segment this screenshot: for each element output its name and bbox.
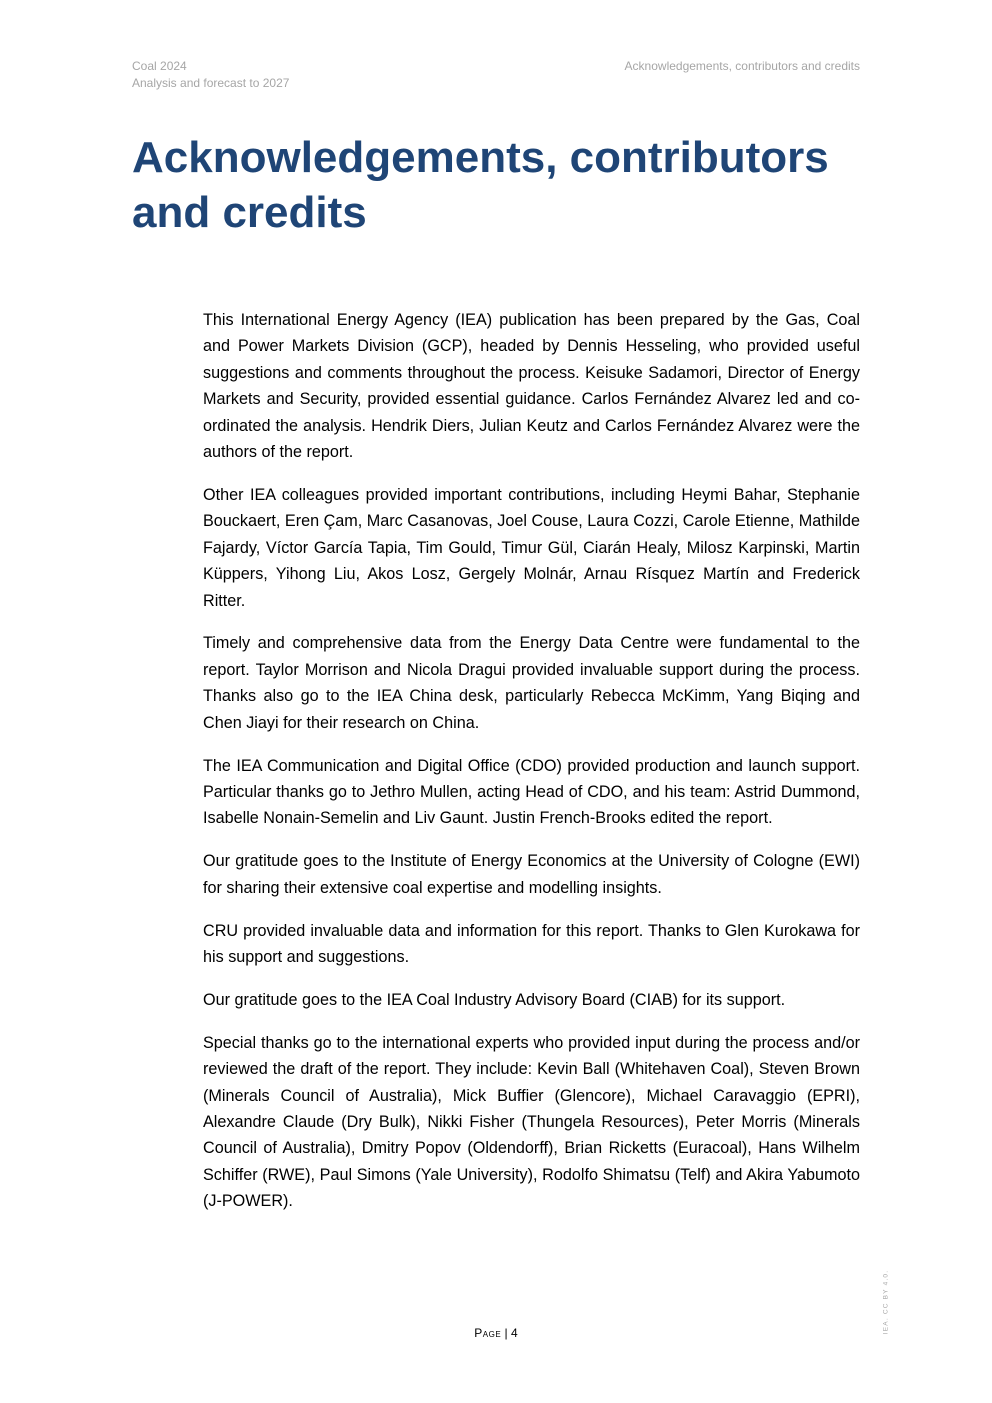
paragraph: Our gratitude goes to the Institute of Energy Economics at the University of Cologne (EWI) for sharing their extensive coal expertise and modelling insights.: [203, 852, 860, 897]
running-header-section: Acknowledgements, contributors and credits: [624, 59, 860, 73]
paragraph: This International Energy Agency (IEA) publication has been prepared by the Gas, Coal and Power Markets Division (GCP), headed by Dennis Hesseling, who provided useful suggestions and comments throughout the process. Keisuke Sadamori, Director of Energy Markets and Security, provided essential guidance. Carlos Fernández Alvarez led and co-ordinated the analysis. Hendrik Diers, Julian Keutz and Carlos Fernández Alvarez were the authors of the report.: [203, 311, 860, 462]
paragraph: Our gratitude goes to the IEA Coal Industry Advisory Board (CIAB) for its support.: [203, 990, 786, 1009]
page-separator: |: [501, 1326, 511, 1340]
paragraph: Other IEA colleagues provided important contributions, including Heymi Bahar, Stephanie Bouckaert, Eren Çam, Marc Casanovas, Joel Couse, Laura Cozzi, Carole Etienne, Mathilde Fajardy, Víctor García Tapia, Tim Gould, Timur Gül, Ciarán Healy, Milosz Karpinski, Martin Küppers, Yihong Liu, Akos Losz, Gergely Molnár, Arnau Rísquez Martín and Frederick Ritter.: [203, 485, 860, 610]
paragraph: CRU provided invaluable data and information for this report. Thanks to Glen Kurokawa for his support and suggestions.: [203, 921, 860, 967]
license-notice: IEA. CC BY 4.0.: [882, 1269, 890, 1335]
paragraph: Timely and comprehensive data from the Energy Data Centre were fundamental to the report. Taylor Morrison and Nicola Dragui provided invaluable support during the process. Thanks also go to the IEA China desk, particularly Rebecca McKimm, Yang Biqing and Chen Jiayi for their research on China.: [203, 634, 860, 732]
page-number-value: 4: [511, 1326, 518, 1340]
report-title: Coal 2024: [132, 59, 187, 73]
report-subtitle: Analysis and forecast to 2027: [132, 76, 290, 90]
page-number: [0, 1326, 992, 1340]
page-label: Page: [474, 1326, 502, 1340]
acknowledgements-body: [203, 307, 860, 1231]
page-title: Acknowledgements, contributors and credits: [132, 133, 829, 237]
running-header-left: [132, 58, 289, 92]
paragraph: Special thanks go to the international experts who provided input during the process and/or reviewed the draft of the report. They include: Kevin Ball (Whitehaven Coal), Steven Brown (Minerals Council of Australia), Mick Buffier (Glencore), Michael Caravaggio (EPRI), Alexandre Claude (Dry Bulk), Nikki Fisher (Thungela Resources), Peter Morris (Minerals Council of Australia), Dmitry Popov (Oldendorff), Brian Ricketts (Euracoal), Hans Wilhelm Schiffer (RWE), Paul Simons (Yale University), Rodolfo Shimatsu (Telf) and Akira Yabumoto (J-POWER).: [203, 1033, 860, 1211]
paragraph: The IEA Communication and Digital Office (CDO) provided production and launch support. Particular thanks go to Jethro Mullen, acting Head of CDO, and his team: Astrid Dummond, Isabelle Nonain-Semelin and Liv Gaunt. Justin French-Brooks edited the report.: [203, 756, 860, 828]
